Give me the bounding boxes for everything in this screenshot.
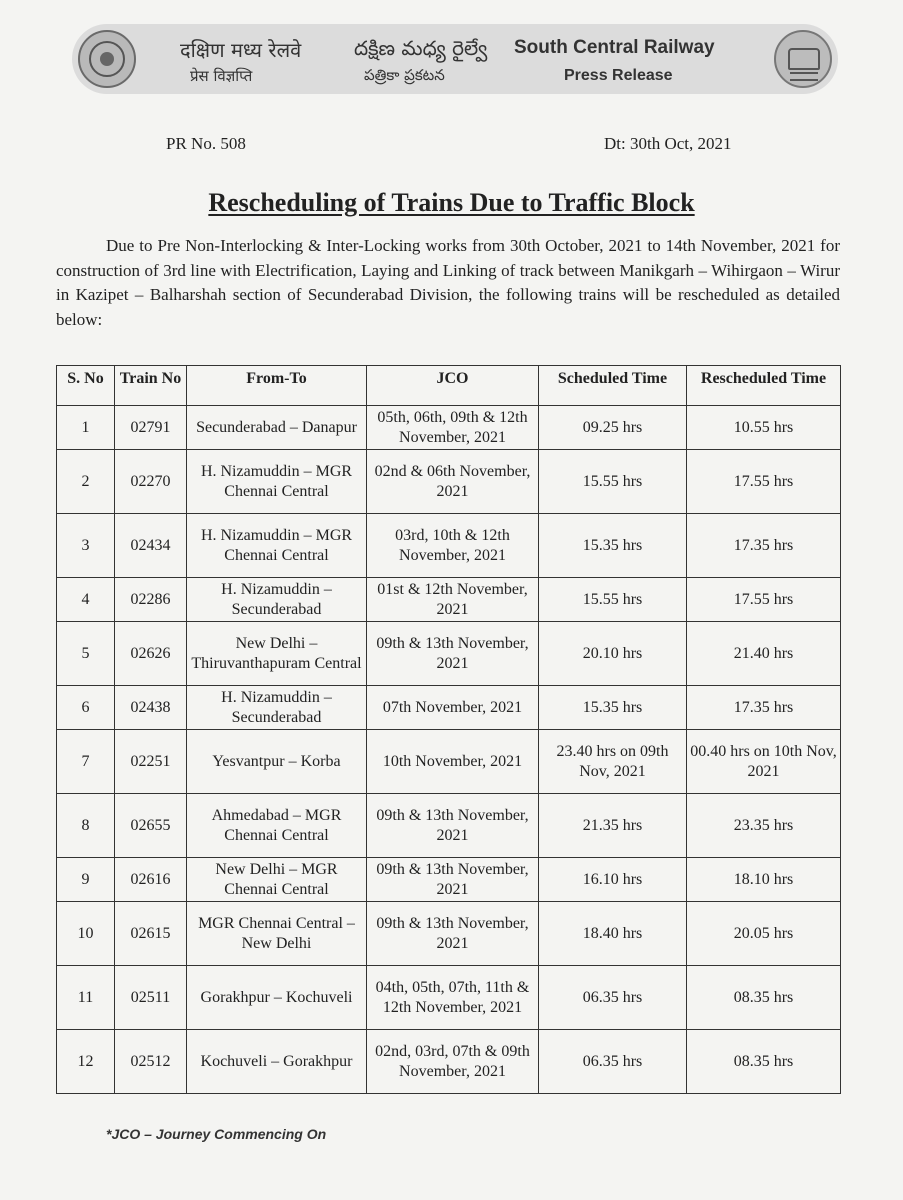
column-header: Scheduled Time xyxy=(539,366,687,406)
from-to-cell: Secunderabad – Danapur xyxy=(187,406,367,450)
jco-cell: 09th & 13th November, 2021 xyxy=(367,902,539,966)
from-to-cell: New Delhi – Thiruvanthapuram Central xyxy=(187,622,367,686)
scheduled-time-cell: 06.35 hrs xyxy=(539,966,687,1030)
from-to-cell: Yesvantpur – Korba xyxy=(187,730,367,794)
train-no-cell: 02270 xyxy=(115,450,187,514)
table-row xyxy=(57,686,841,730)
table-header-row xyxy=(57,366,841,406)
jco-cell: 03rd, 10th & 12th November, 2021 xyxy=(367,514,539,578)
jco-cell: 09th & 13th November, 2021 xyxy=(367,794,539,858)
scheduled-time-cell: 23.40 hrs on 09th Nov, 2021 xyxy=(539,730,687,794)
from-to-cell: H. Nizamuddin – MGR Chennai Central xyxy=(187,514,367,578)
scheduled-time-cell: 21.35 hrs xyxy=(539,794,687,858)
table-row xyxy=(57,902,841,966)
reschedule-table xyxy=(56,365,841,1094)
press-release-date: Dt: 30th Oct, 2021 xyxy=(604,134,732,153)
column-header: JCO xyxy=(367,366,539,406)
serial-cell: 11 xyxy=(57,966,115,1030)
rescheduled-time-cell: 23.35 hrs xyxy=(687,794,841,858)
table-row xyxy=(57,858,841,902)
rescheduled-time-cell: 17.55 hrs xyxy=(687,578,841,622)
train-no-cell: 02251 xyxy=(115,730,187,794)
table-row xyxy=(57,450,841,514)
jco-cell: 05th, 06th, 09th & 12th November, 2021 xyxy=(367,406,539,450)
train-no-cell: 02434 xyxy=(115,514,187,578)
jco-cell: 04th, 05th, 07th, 11th & 12th November, 2021 xyxy=(367,966,539,1030)
jco-cell: 02nd, 03rd, 07th & 09th November, 2021 xyxy=(367,1030,539,1094)
jco-cell: 07th November, 2021 xyxy=(367,686,539,730)
jco-cell: 02nd & 06th November, 2021 xyxy=(367,450,539,514)
column-header: Train No xyxy=(115,366,187,406)
table-row xyxy=(57,966,841,1030)
header-telugu-name: దక్షిణ మధ్య రైల్వే xyxy=(354,36,488,60)
header-hindi-name: दक्षिण मध्य रेलवे xyxy=(180,38,302,62)
column-header: Rescheduled Time xyxy=(687,366,841,406)
from-to-cell: New Delhi – MGR Chennai Central xyxy=(187,858,367,902)
page-title: Rescheduling of Trains Due to Traffic Block xyxy=(208,188,695,217)
train-no-cell: 02512 xyxy=(115,1030,187,1094)
column-header: S. No xyxy=(57,366,115,406)
scheduled-time-cell: 15.55 hrs xyxy=(539,450,687,514)
scheduled-time-cell: 15.35 hrs xyxy=(539,514,687,578)
intro-paragraph: Due to Pre Non-Interlocking & Inter-Locking works from 30th October, 2021 to 14th November, 2021 for construction of 3rd line with Electrification, Laying and Linking of track between Manikgarh – Wihirgaon – Wirur in Kazipet – Balharshah section of Secunderabad Division, the following trains will be rescheduled as detailed below: xyxy=(56,236,840,329)
table-row xyxy=(57,514,841,578)
table-body xyxy=(57,406,841,1094)
locomotive-icon xyxy=(774,30,832,88)
train-no-cell: 02616 xyxy=(115,858,187,902)
header-english-name: South Central Railway xyxy=(514,37,715,58)
header-english-sub: Press Release xyxy=(564,67,673,84)
scheduled-time-cell: 15.35 hrs xyxy=(539,686,687,730)
train-no-cell: 02438 xyxy=(115,686,187,730)
table-row xyxy=(57,794,841,858)
rescheduled-time-cell: 17.35 hrs xyxy=(687,686,841,730)
serial-cell: 1 xyxy=(57,406,115,450)
from-to-cell: H. Nizamuddin – Secunderabad xyxy=(187,686,367,730)
indian-railways-emblem-icon xyxy=(78,30,136,88)
serial-cell: 3 xyxy=(57,514,115,578)
rescheduled-time-cell: 18.10 hrs xyxy=(687,858,841,902)
rescheduled-time-cell: 21.40 hrs xyxy=(687,622,841,686)
letterhead-banner xyxy=(72,24,838,94)
train-no-cell: 02615 xyxy=(115,902,187,966)
press-release-number: PR No. 508 xyxy=(166,134,246,153)
scheduled-time-cell: 15.55 hrs xyxy=(539,578,687,622)
rescheduled-time-cell: 08.35 hrs xyxy=(687,966,841,1030)
column-header: From-To xyxy=(187,366,367,406)
serial-cell: 4 xyxy=(57,578,115,622)
scheduled-time-cell: 18.40 hrs xyxy=(539,902,687,966)
rescheduled-time-cell: 00.40 hrs on 10th Nov, 2021 xyxy=(687,730,841,794)
scheduled-time-cell: 09.25 hrs xyxy=(539,406,687,450)
jco-cell: 09th & 13th November, 2021 xyxy=(367,622,539,686)
train-no-cell: 02791 xyxy=(115,406,187,450)
serial-cell: 9 xyxy=(57,858,115,902)
rescheduled-time-cell: 08.35 hrs xyxy=(687,1030,841,1094)
serial-cell: 2 xyxy=(57,450,115,514)
rescheduled-time-cell: 17.35 hrs xyxy=(687,514,841,578)
from-to-cell: H. Nizamuddin – Secunderabad xyxy=(187,578,367,622)
scheduled-time-cell: 16.10 hrs xyxy=(539,858,687,902)
header-hindi-sub: प्रेस विज्ञप्ति xyxy=(190,67,253,85)
serial-cell: 12 xyxy=(57,1030,115,1094)
jco-cell: 09th & 13th November, 2021 xyxy=(367,858,539,902)
jco-cell: 01st & 12th November, 2021 xyxy=(367,578,539,622)
serial-cell: 10 xyxy=(57,902,115,966)
from-to-cell: H. Nizamuddin – MGR Chennai Central xyxy=(187,450,367,514)
from-to-cell: Ahmedabad – MGR Chennai Central xyxy=(187,794,367,858)
scheduled-time-cell: 20.10 hrs xyxy=(539,622,687,686)
train-no-cell: 02286 xyxy=(115,578,187,622)
train-no-cell: 02655 xyxy=(115,794,187,858)
from-to-cell: Kochuveli – Gorakhpur xyxy=(187,1030,367,1094)
table-row xyxy=(57,578,841,622)
train-no-cell: 02626 xyxy=(115,622,187,686)
header-telugu-sub: పత్రికా ప్రకటన xyxy=(364,66,445,84)
rescheduled-time-cell: 10.55 hrs xyxy=(687,406,841,450)
scheduled-time-cell: 06.35 hrs xyxy=(539,1030,687,1094)
table-row xyxy=(57,1030,841,1094)
table-row xyxy=(57,622,841,686)
from-to-cell: MGR Chennai Central – New Delhi xyxy=(187,902,367,966)
rescheduled-time-cell: 20.05 hrs xyxy=(687,902,841,966)
train-no-cell: 02511 xyxy=(115,966,187,1030)
jco-cell: 10th November, 2021 xyxy=(367,730,539,794)
serial-cell: 8 xyxy=(57,794,115,858)
serial-cell: 5 xyxy=(57,622,115,686)
rescheduled-time-cell: 17.55 hrs xyxy=(687,450,841,514)
table-row xyxy=(57,406,841,450)
table-row xyxy=(57,730,841,794)
serial-cell: 6 xyxy=(57,686,115,730)
serial-cell: 7 xyxy=(57,730,115,794)
footnote: *JCO – Journey Commencing On xyxy=(106,1126,327,1142)
from-to-cell: Gorakhpur – Kochuveli xyxy=(187,966,367,1030)
